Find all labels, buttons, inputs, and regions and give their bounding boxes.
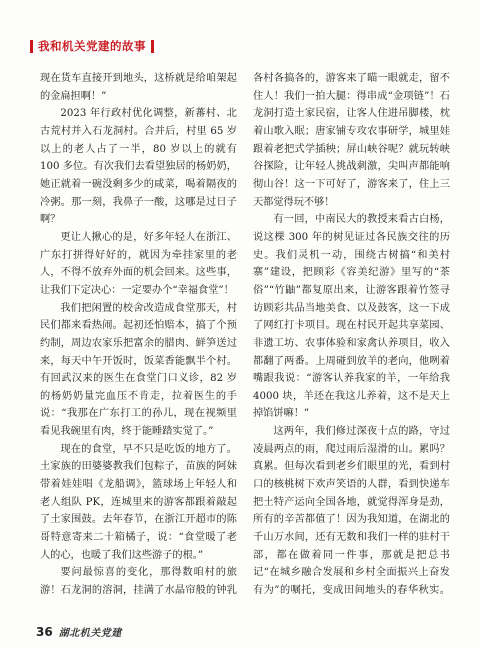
paragraph-text: 这两年，我们修过深夜十点的路，守过凌晨两点的雨，爬过雨后湿滑的山。累吗？真累。但每次看到老乡们眼里的光，看到村口的核桃树下欢声笑语的人群，看到快递车把土特产运向全国各地，就觉得浑身是劲，所有的辛苦都值了！因为我知道，在湖北的千山万水间，还有无数和我们一样的驻村干部，都在做着同一件事，那就是把总书记“在城乡融合发展和乡村全面振兴上奋发有为”的嘱托，变成田间地头的春华秋实。 <box>253 426 450 597</box>
paragraph: 我们把闲置的校舍改造成食堂那天，村民们都来看热闹。起初还怕赔本，搞了个预约制，周边农家乐把富余的腊肉、鲜笋送过来，每天中午开饭时，饭菜香能飘半个村。有回武汉来的医生在食堂门口义诊，82 岁的杨奶奶量完血压不肯走，拉着医生的手说：“我那在广东打工的孙儿，现在视频里看见我碗里有肉，终于能睡踏实觉了。” <box>40 302 237 438</box>
paragraph: 现在货车直接开到地头，这桥就是给咱架起的金扁担啊！” <box>40 73 237 102</box>
paragraph: 更让人揪心的是，好多年轻人在浙江、广东打拼得好好的，就因为牵挂家里的老人，不得不放弃外面的机会回来。这些事，让我们下定决心：一定要办个“幸福食堂”！ <box>40 231 237 296</box>
section-header <box>30 38 154 54</box>
paragraph: 要问最惊喜的变化，那得数咱村的旅游！石龙洞的溶洞，挂满了水晶帘般的钟乳 <box>40 567 237 597</box>
paragraph: 有一回，中南民大的教授来看古白杨，说这棵 300 年的树见证过各民族交往的历史。我们灵机一动，围绕古树搞“和美村寨”建设，把顾彩《容美纪游》里写的“茶俗”“竹鼬”都复原出来，让游客跟着竹签寻访顾彩共品当地美食、以及鼓客，这一下成了网红打卡项目。现在村民开起共享菜园、非遗工坊、农事体验和家禽认养项目，收入都翻了两番。上周碰到放羊的老向，他咧着嘴跟我说：“游客认养我家的羊，一年给我 4000 块，羊还在我这儿养着，这不是天上掉馅饼嘛！” <box>253 214 450 420</box>
page-number: 36 <box>36 625 53 639</box>
page-footer <box>36 624 122 639</box>
paragraph: 2023 年行政村优化调整，新蕃村、北古荒村并入石龙洞村。合并后，村里 65 岁以上的老人占了一半，80 岁以上的就有 100 多位。有次我们去看望独居的杨奶奶，她正就着一碗没剩多少的咸菜，喝着隔夜的冷粥。那一刻，我鼻子一酸，这哪是过日子啊？ <box>40 108 237 226</box>
header-bar-left <box>30 40 33 53</box>
closing-paragraph <box>253 423 450 602</box>
paragraph: 现在的食堂，早不只是吃饭的地方了。土家族的田婆婆教我们包粽子，苗族的阿妹带着娃娃唱《龙船调》，篮球场上年轻人和老人组队 PK，连城里来的游客都跟着敲起了土家围鼓。去年春节，在浙江开超市的陈哥特意寄来二十箱橘子，说：“食堂暖了老人的心，也暖了我们这些游子的根。” <box>40 443 237 561</box>
paragraph: 各村各搞各的，游客来了瞄一眼就走，留不住人！我们一拍大腿：得串成“金项链”！石龙洞打造土家民宿，让客人住进吊脚楼，枕着山歌入眠；唐家铺专攻农事研学，城里娃跟着老把式学插秧；屏山峡谷呢？就玩转峡谷探险，让年轻人挑战刺激，尖叫声都能响彻山谷！这一下可好了，游客来了，住上三天都觉得玩不够！ <box>253 73 450 208</box>
header-bar-right <box>151 40 154 53</box>
section-title: 我和机关党建的故事 <box>38 39 146 53</box>
magazine-logo: 湖北机关党建 <box>58 628 122 639</box>
right-column <box>253 70 450 602</box>
left-column <box>40 70 237 602</box>
